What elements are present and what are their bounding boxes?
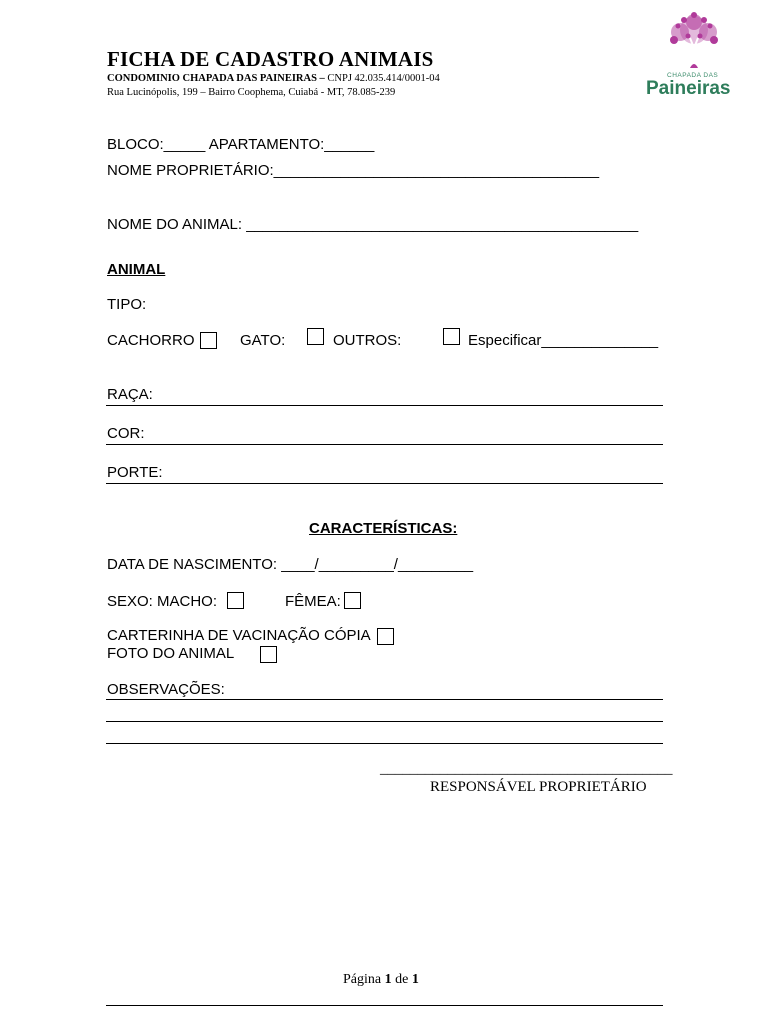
footer-divider: [106, 1005, 663, 1006]
foto-checkbox[interactable]: [260, 646, 277, 663]
femea-label: FÊMEA:: [285, 593, 341, 610]
sexo-macho-label: SEXO: MACHO:: [107, 593, 218, 610]
condominium-info: [107, 73, 440, 84]
data-nascimento-field[interactable]: DATA DE NASCIMENTO: ____/_________/_________: [107, 556, 474, 573]
observacoes-line-3[interactable]: [106, 743, 663, 744]
outros-label: OUTROS:: [333, 332, 402, 349]
especificar-field[interactable]: Especificar______________: [468, 332, 659, 349]
page-prefix: Página: [343, 972, 385, 987]
page-number: [343, 972, 419, 988]
signature-label: RESPONSÁVEL PROPRIETÁRIO: [430, 779, 647, 795]
porte-input-line[interactable]: [106, 483, 663, 484]
cor-label: COR:: [107, 425, 145, 442]
cachorro-label: CACHORRO: [107, 332, 195, 349]
page-current: 1: [384, 972, 392, 987]
cachorro-checkbox[interactable]: [200, 332, 217, 349]
nome-proprietario-field[interactable]: NOME PROPRIETÁRIO:_______________________________________: [107, 162, 600, 179]
macho-checkbox[interactable]: [227, 592, 244, 609]
foto-label: FOTO DO ANIMAL: [107, 645, 235, 662]
logo-small-text: CHAPADA DAS: [667, 72, 719, 79]
tree-logo-icon: [660, 10, 728, 72]
caracteristicas-heading: CARACTERÍSTICAS:: [309, 520, 458, 537]
page-title: FICHA DE CADASTRO ANIMAIS: [107, 47, 434, 71]
carteirinha-checkbox[interactable]: [377, 628, 394, 645]
tipo-label: TIPO:: [107, 296, 147, 313]
femea-checkbox[interactable]: [344, 592, 361, 609]
carteirinha-label: CARTERINHA DE VACINAÇÃO CÓPIA: [107, 627, 371, 644]
cor-input-line[interactable]: [106, 444, 663, 445]
raca-label: RAÇA:: [107, 386, 153, 403]
raca-input-line[interactable]: [106, 405, 663, 406]
porte-label: PORTE:: [107, 464, 163, 481]
nome-animal-field[interactable]: NOME DO ANIMAL: _______________________________________________: [107, 216, 639, 233]
observacoes-label: OBSERVAÇÕES:: [107, 681, 225, 698]
page-total: 1: [411, 972, 419, 987]
gato-checkbox[interactable]: [307, 328, 324, 345]
gato-label: GATO:: [240, 332, 286, 349]
address: Rua Lucinópolis, 199 – Bairro Coophema, Cuiabá - MT, 78.085-239: [107, 87, 396, 98]
outros-checkbox[interactable]: [443, 328, 460, 345]
logo-brand-text: Paineiras: [646, 78, 731, 99]
observacoes-line-2[interactable]: [106, 721, 663, 722]
observacoes-line-1[interactable]: [106, 699, 663, 700]
condominium-name: CONDOMINIO CHAPADA DAS PAINEIRAS –: [107, 73, 325, 84]
signature-line[interactable]: _______________________________________: [380, 761, 673, 777]
cnpj: CNPJ 42.035.414/0001-04: [324, 73, 440, 84]
page-mid: de: [391, 972, 412, 987]
animal-heading: ANIMAL: [107, 261, 166, 278]
bloco-apartamento-field[interactable]: BLOCO:_____ APARTAMENTO:______: [107, 136, 375, 153]
